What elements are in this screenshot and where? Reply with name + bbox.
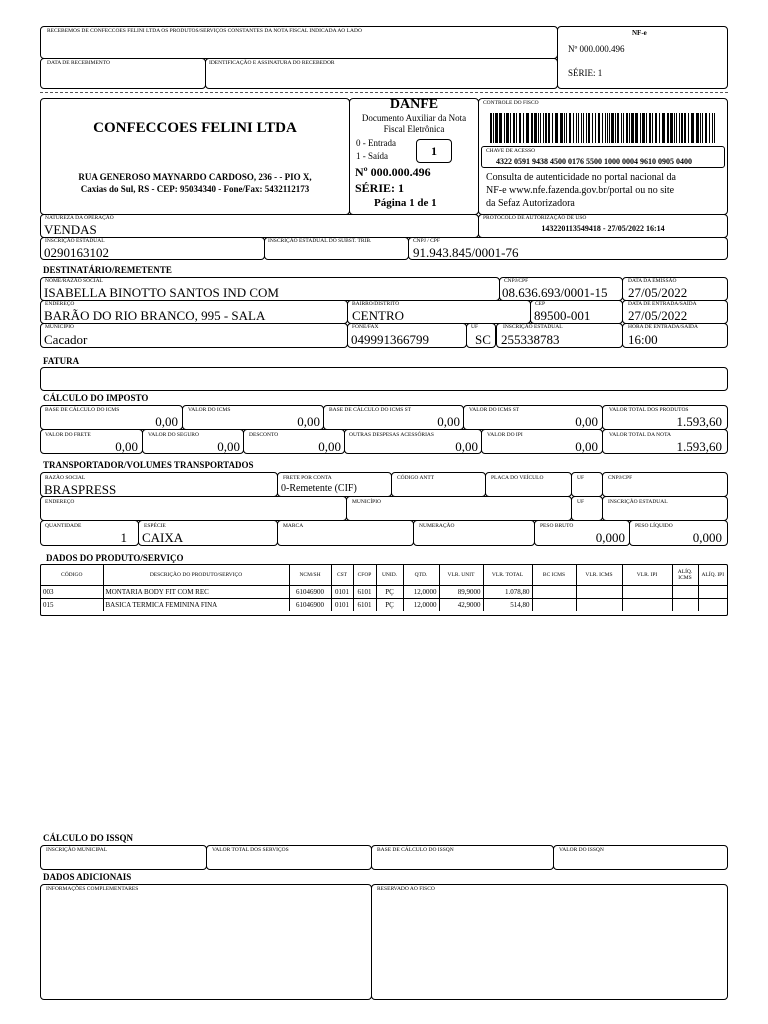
barcode-bar: [649, 113, 651, 143]
dest-hora-value: 16:00: [628, 332, 658, 347]
barcode-bar: [592, 113, 593, 143]
dest-fone-label: FONE/FAX: [352, 324, 379, 330]
barcode-bar: [681, 113, 683, 143]
transp-razao-value: BRASPRESS: [44, 482, 117, 497]
transp-frete-value: 0-Remetente (CIF): [281, 483, 357, 494]
ie-st-label: INSCRIÇÃO ESTADUAL DO SUBST. TRIB.: [268, 238, 372, 244]
transp-especie-label: ESPÉCIE: [144, 523, 166, 529]
barcode-bar: [510, 113, 511, 143]
cell-cst: 0101: [331, 599, 353, 612]
barcode-bar: [586, 113, 587, 143]
fatura-box: [40, 367, 728, 391]
danfe-saida: 1 - Saída: [356, 151, 388, 161]
dest-emissao-label: DATA DA EMISSÃO: [628, 278, 677, 284]
canhoto-recebemos: RECEBEMOS DE CONFECCOES FELINI LTDA OS PRODUTOS/SERVIÇOS CONSTANTES DA NOTA FISCAL INDICADA AO LADO: [47, 28, 362, 34]
dest-hora-label: HORA DE ENTRADA/SAÍDA: [628, 324, 698, 330]
barcode-bar: [588, 113, 590, 143]
barcode-bar: [545, 113, 547, 143]
cell-unid: PÇ: [376, 599, 403, 612]
barcode-bar: [714, 113, 715, 143]
barcode-bar: [519, 113, 521, 143]
cell-ncm: 61046900: [289, 586, 331, 599]
barcode-bar: [679, 113, 680, 143]
col-header: NCM/SH: [289, 565, 331, 586]
barcode-bar: [691, 113, 694, 143]
col-header: VLR. TOTAL: [483, 565, 532, 586]
icms-value: 0,00: [297, 414, 320, 429]
dest-nome-value: ISABELLA BINOTTO SANTOS IND COM: [44, 285, 279, 300]
transportador-title: TRANSPORTADOR/VOLUMES TRANSPORTADOS: [43, 460, 254, 470]
natureza-label: NATUREZA DA OPERAÇÃO: [45, 215, 114, 221]
bc-icms-value: 0,00: [155, 414, 178, 429]
desconto-value: 0,00: [318, 439, 341, 454]
dest-endereco-value: BARÃO DO RIO BRANCO, 995 - SALA: [44, 308, 266, 323]
barcode-bar: [623, 113, 624, 143]
outras-value: 0,00: [455, 439, 478, 454]
barcode-bar: [513, 113, 515, 143]
barcode-bar: [605, 113, 606, 143]
dest-saida-label: DATA DE ENTRADA/SAÍDA: [628, 301, 697, 307]
barcode-bar: [670, 113, 673, 143]
imposto-title: CÁLCULO DO IMPOSTO: [43, 393, 149, 403]
col-header: VLR. ICMS: [576, 565, 622, 586]
barcode-bar: [607, 113, 608, 143]
cell-aliq-ipi: [698, 599, 727, 612]
barcode-bar: [538, 113, 539, 143]
barcode-bar: [540, 113, 541, 143]
barcode-bar: [700, 113, 701, 143]
dest-fone-value: 049991366799: [351, 332, 429, 347]
barcode-bar: [516, 113, 517, 143]
info-complementares-box: [40, 884, 372, 1000]
consulta-linha1: Consulta de autenticidade no portal nacional da: [486, 172, 676, 183]
canhoto-serie: SÉRIE: 1: [568, 68, 603, 78]
barcode-bar: [621, 113, 622, 143]
icms-label: VALOR DO ICMS: [188, 407, 231, 413]
cell-aliq-icms: [672, 599, 698, 612]
barcode-bar: [667, 113, 669, 143]
transp-placa-label: PLACA DO VEÍCULO: [491, 475, 544, 481]
dest-nome-label: NOME/RAZÃO SOCIAL: [45, 278, 103, 284]
cell-cfop: 6101: [353, 599, 376, 612]
cell-vlr-unit: 89,9000: [439, 586, 483, 599]
barcode: [490, 113, 715, 143]
danfe-tipo: 1: [431, 144, 437, 158]
col-header: BC ICMS: [532, 565, 576, 586]
issqn-bc-label: BASE DE CÁLCULO DO ISSQN: [377, 847, 454, 853]
emitente-box: [40, 98, 350, 215]
info-complementares-label: INFORMAÇÕES COMPLEMENTARES: [46, 886, 139, 892]
barcode-bar: [705, 113, 707, 143]
cell-descricao: BASICA TERMICA FEMININA FINA: [103, 599, 289, 612]
cell-cfop: 6101: [353, 586, 376, 599]
transp-uf-label: UF: [577, 475, 585, 481]
ie-value: 0290163102: [44, 245, 109, 260]
produtos-header-row: [41, 565, 727, 586]
transp-marca-label: MARCA: [283, 523, 304, 529]
barcode-bar: [702, 113, 703, 143]
transp-qtd-value: 1: [120, 530, 127, 545]
dest-cnpj-label: CNPJ/CPF: [504, 278, 529, 284]
danfe-title: DANFE: [389, 97, 439, 112]
col-header: ALÍQ. ICMS: [672, 565, 698, 586]
barcode-bar: [659, 113, 660, 143]
dest-uf-label: UF: [471, 324, 479, 330]
barcode-bar: [578, 113, 579, 143]
dest-cnpj-value: 08.636.693/0001-15: [502, 285, 608, 300]
barcode-bar: [602, 113, 603, 143]
cell-ncm: 61046900: [289, 599, 331, 612]
transp-cnpj-label: CNPJ/CPF: [608, 475, 633, 481]
dest-endereco-label: ENDEREÇO: [45, 301, 75, 307]
barcode-bar: [655, 113, 657, 143]
issqn-valor-label: VALOR DO ISSQN: [559, 847, 604, 853]
cnpj-emit-label: CNPJ / CPF: [413, 238, 440, 244]
dest-bairro-label: BAIRRO/DISTRITO: [352, 301, 400, 307]
frete-value: 0,00: [115, 439, 138, 454]
natureza-value: VENDAS: [44, 222, 97, 237]
data-recebimento-label: DATA DE RECEBIMENTO: [47, 60, 111, 66]
transp-uf2-box: [571, 496, 603, 521]
cell-vlr-ipi: [622, 586, 672, 599]
transp-peso-bruto-value: 0,000: [595, 530, 625, 545]
transp-numeracao-label: NUMERAÇÃO: [419, 523, 455, 529]
issqn-im-label: INSCRIÇÃO MUNICIPAL: [46, 847, 108, 853]
cell-aliq-ipi: [698, 586, 727, 599]
barcode-bar: [595, 113, 596, 143]
emitente-endereco2: Caxias do Sul, RS - CEP: 95034340 - Fone/Fax: 5432112173: [80, 184, 310, 194]
desconto-label: DESCONTO: [249, 432, 279, 438]
cell-cst: 0101: [331, 586, 353, 599]
barcode-bar: [626, 113, 628, 143]
barcode-bar: [583, 113, 584, 143]
cell-unid: PÇ: [376, 586, 403, 599]
issqn-title: CÁLCULO DO ISSQN: [43, 833, 134, 843]
col-header: QTD.: [403, 565, 439, 586]
transp-uf2-label: UF: [577, 499, 585, 505]
transp-razao-label: RAZÃO SOCIAL: [45, 475, 86, 481]
ie-label: INSCRIÇÃO ESTADUAL: [45, 238, 105, 244]
barcode-bar: [640, 113, 641, 143]
barcode-bar: [499, 113, 502, 143]
icms-st-value: 0,00: [575, 414, 598, 429]
cell-codigo: 015: [43, 601, 54, 609]
dest-uf-value: SC: [475, 332, 491, 347]
protocolo-label: PROTOCOLO DE AUTORIZAÇÃO DE USO: [483, 215, 587, 221]
cell-vlr-total: 514,80: [483, 599, 532, 612]
fatura-title: FATURA: [43, 356, 80, 366]
cell-codigo: 003: [43, 588, 54, 596]
cnpj-emit-value: 91.943.845/0001-76: [413, 245, 519, 260]
seguro-label: VALOR DO SEGURO: [148, 432, 199, 438]
transp-endereco-box: [40, 496, 347, 521]
chave-label: CHAVE DE ACESSO: [486, 148, 536, 154]
issqn-servicos-label: VALOR TOTAL DOS SERVIÇOS: [212, 847, 289, 853]
transp-ie-label: INSCRIÇÃO ESTADUAL: [608, 499, 668, 505]
barcode-bar: [569, 113, 571, 143]
table-row: [41, 586, 727, 599]
total-prod-value: 1.593,60: [676, 414, 722, 429]
cell-bc-icms: [532, 586, 576, 599]
produtos-title: DADOS DO PRODUTO/SERVIÇO: [46, 553, 184, 563]
barcode-bar: [688, 113, 689, 143]
transp-especie-value: CAIXA: [142, 530, 184, 545]
transp-peso-liquido-value: 0,000: [692, 530, 722, 545]
consulta-linha2: NF-e www.nfe.fazenda.gov.br/portal ou no site: [486, 185, 675, 196]
barcode-bar: [629, 113, 630, 143]
controle-fisco-label: CONTROLE DO FISCO: [483, 100, 539, 106]
dest-ie-value: 255338783: [501, 332, 560, 347]
cell-aliq-icms: [672, 586, 698, 599]
adicionais-title: DADOS ADICIONAIS: [43, 872, 132, 882]
barcode-bar: [581, 113, 582, 143]
barcode-bar: [495, 113, 498, 143]
transp-peso-bruto-label: PESO BRUTO: [540, 523, 574, 529]
barcode-bar: [609, 113, 610, 143]
col-header: VLR. UNIT: [439, 565, 483, 586]
barcode-bar: [531, 113, 533, 143]
dest-bairro-value: CENTRO: [352, 308, 404, 323]
dest-cep-label: CEP: [535, 301, 546, 307]
chave-acesso: 4322 0591 9438 4500 0176 5500 1000 0004 9610 0905 0400: [496, 157, 692, 166]
icms-st-label: VALOR DO ICMS ST: [469, 407, 520, 413]
reservado-fisco-label: RESERVADO AO FISCO: [377, 886, 435, 892]
dest-municipio-value: Cacador: [44, 332, 88, 347]
barcode-bar: [560, 113, 563, 143]
dest-municipio-label: MUNICÍPIO: [45, 324, 75, 330]
col-header: CST: [331, 565, 353, 586]
protocolo-value: 143220113549418 - 27/05/2022 16:14: [541, 224, 665, 233]
cell-qtd: 12,0000: [403, 586, 439, 599]
barcode-bar: [712, 113, 713, 143]
barcode-bar: [534, 113, 537, 143]
barcode-bar: [504, 113, 505, 143]
barcode-bar: [543, 113, 544, 143]
transp-municipio-label: MUNICÍPIO: [352, 499, 382, 505]
corte-line: [40, 92, 728, 93]
barcode-bar: [617, 113, 619, 143]
barcode-bar: [674, 113, 675, 143]
dest-saida-value: 27/05/2022: [628, 308, 688, 323]
ipi-value: 0,00: [575, 439, 598, 454]
ipi-label: VALOR DO IPI: [487, 432, 523, 438]
barcode-bar: [646, 113, 647, 143]
col-header: DESCRIÇÃO DO PRODUTO/SERVIÇO: [103, 565, 289, 586]
bc-st-label: BASE DE CÁLCULO DO ICMS ST: [329, 407, 412, 413]
barcode-bar: [684, 113, 686, 143]
transp-endereco-label: ENDEREÇO: [45, 499, 75, 505]
danfe-subtitle1: Documento Auxiliar da Nota: [361, 113, 467, 123]
barcode-bar: [490, 113, 492, 143]
canhoto-nfe-label: NF-e: [632, 29, 647, 37]
barcode-bar: [615, 113, 616, 143]
barcode-bar: [631, 113, 634, 143]
barcode-bar: [676, 113, 677, 143]
barcode-bar: [552, 113, 553, 143]
danfe-entrada: 0 - Entrada: [356, 138, 396, 148]
cell-vlr-icms: [576, 586, 622, 599]
transp-frete-label: FRETE POR CONTA: [283, 475, 332, 481]
cell-qtd: 12,0000: [403, 599, 439, 612]
barcode-bar: [506, 113, 509, 143]
barcode-bar: [523, 113, 524, 143]
danfe-serie: SÉRIE: 1: [355, 181, 405, 195]
transp-qtd-label: QUANTIDADE: [45, 523, 82, 529]
cell-vlr-total: 1.078,80: [483, 586, 532, 599]
frete-label: VALOR DO FRETE: [45, 432, 91, 438]
cell-descricao: MONTARIA BODY FIT COM REC: [103, 586, 289, 599]
emitente-nome: CONFECCOES FELINI LTDA: [93, 120, 297, 136]
barcode-bar: [696, 113, 699, 143]
barcode-bar: [576, 113, 577, 143]
barcode-bar: [652, 113, 653, 143]
col-header: UNID.: [376, 565, 403, 586]
col-header: CFOP: [353, 565, 376, 586]
danfe-numero: Nº 000.000.496: [355, 165, 431, 179]
dest-emissao-value: 27/05/2022: [628, 285, 688, 300]
outras-label: OUTRAS DESPESAS ACESSÓRIAS: [349, 432, 434, 438]
cell-bc-icms: [532, 599, 576, 612]
dest-ie-label: INSCRIÇÃO ESTADUAL: [503, 324, 563, 330]
cell-vlr-ipi: [622, 599, 672, 612]
identificacao-label: IDENTIFICAÇÃO E ASSINATURA DO RECEBEDOR: [209, 60, 335, 66]
seguro-value: 0,00: [217, 439, 240, 454]
danfe-subtitle2: Fiscal Eletrônica: [383, 124, 445, 134]
transp-antt-label: CÓDIGO ANTT: [397, 475, 435, 481]
barcode-bar: [564, 113, 565, 143]
danfe-pagina: Página 1 de 1: [374, 197, 437, 209]
bc-icms-label: BASE DE CÁLCULO DO ICMS: [45, 407, 120, 413]
bc-st-value: 0,00: [437, 414, 460, 429]
transp-peso-liquido-label: PESO LÍQUIDO: [635, 523, 673, 529]
barcode-bar: [526, 113, 529, 143]
barcode-bar: [566, 113, 567, 143]
barcode-bar: [709, 113, 710, 143]
dest-cep-value: 89500-001: [534, 308, 591, 323]
consulta-linha3: da Sefaz Autorizadora: [486, 198, 575, 209]
barcode-bar: [573, 113, 574, 143]
col-header: VLR. IPI: [622, 565, 672, 586]
barcode-bar: [662, 113, 665, 143]
produtos-table: [41, 565, 727, 611]
barcode-bar: [493, 113, 494, 143]
col-header: ALÍQ. IPI: [698, 565, 727, 586]
barcode-bar: [598, 113, 600, 143]
reservado-fisco-box: [371, 884, 728, 1000]
emitente-endereco1: RUA GENEROSO MAYNARDO CARDOSO, 236 - - PIO X,: [78, 172, 312, 182]
canhoto-numero: Nº 000.000.496: [568, 44, 625, 54]
barcode-bar: [548, 113, 550, 143]
barcode-bar: [635, 113, 638, 143]
destinatario-title: DESTINATÁRIO/REMETENTE: [43, 265, 172, 275]
transp-uf-box: [571, 472, 603, 497]
total-prod-label: VALOR TOTAL DOS PRODUTOS: [609, 407, 689, 413]
cell-vlr-icms: [576, 599, 622, 612]
barcode-bar: [642, 113, 645, 143]
col-header: CÓDIGO: [61, 572, 83, 578]
cell-vlr-unit: 42,9000: [439, 599, 483, 612]
table-row: [41, 599, 727, 612]
barcode-bar: [611, 113, 614, 143]
total-nota-value: 1.593,60: [676, 439, 722, 454]
barcode-bar: [555, 113, 558, 143]
total-nota-label: VALOR TOTAL DA NOTA: [609, 432, 672, 438]
